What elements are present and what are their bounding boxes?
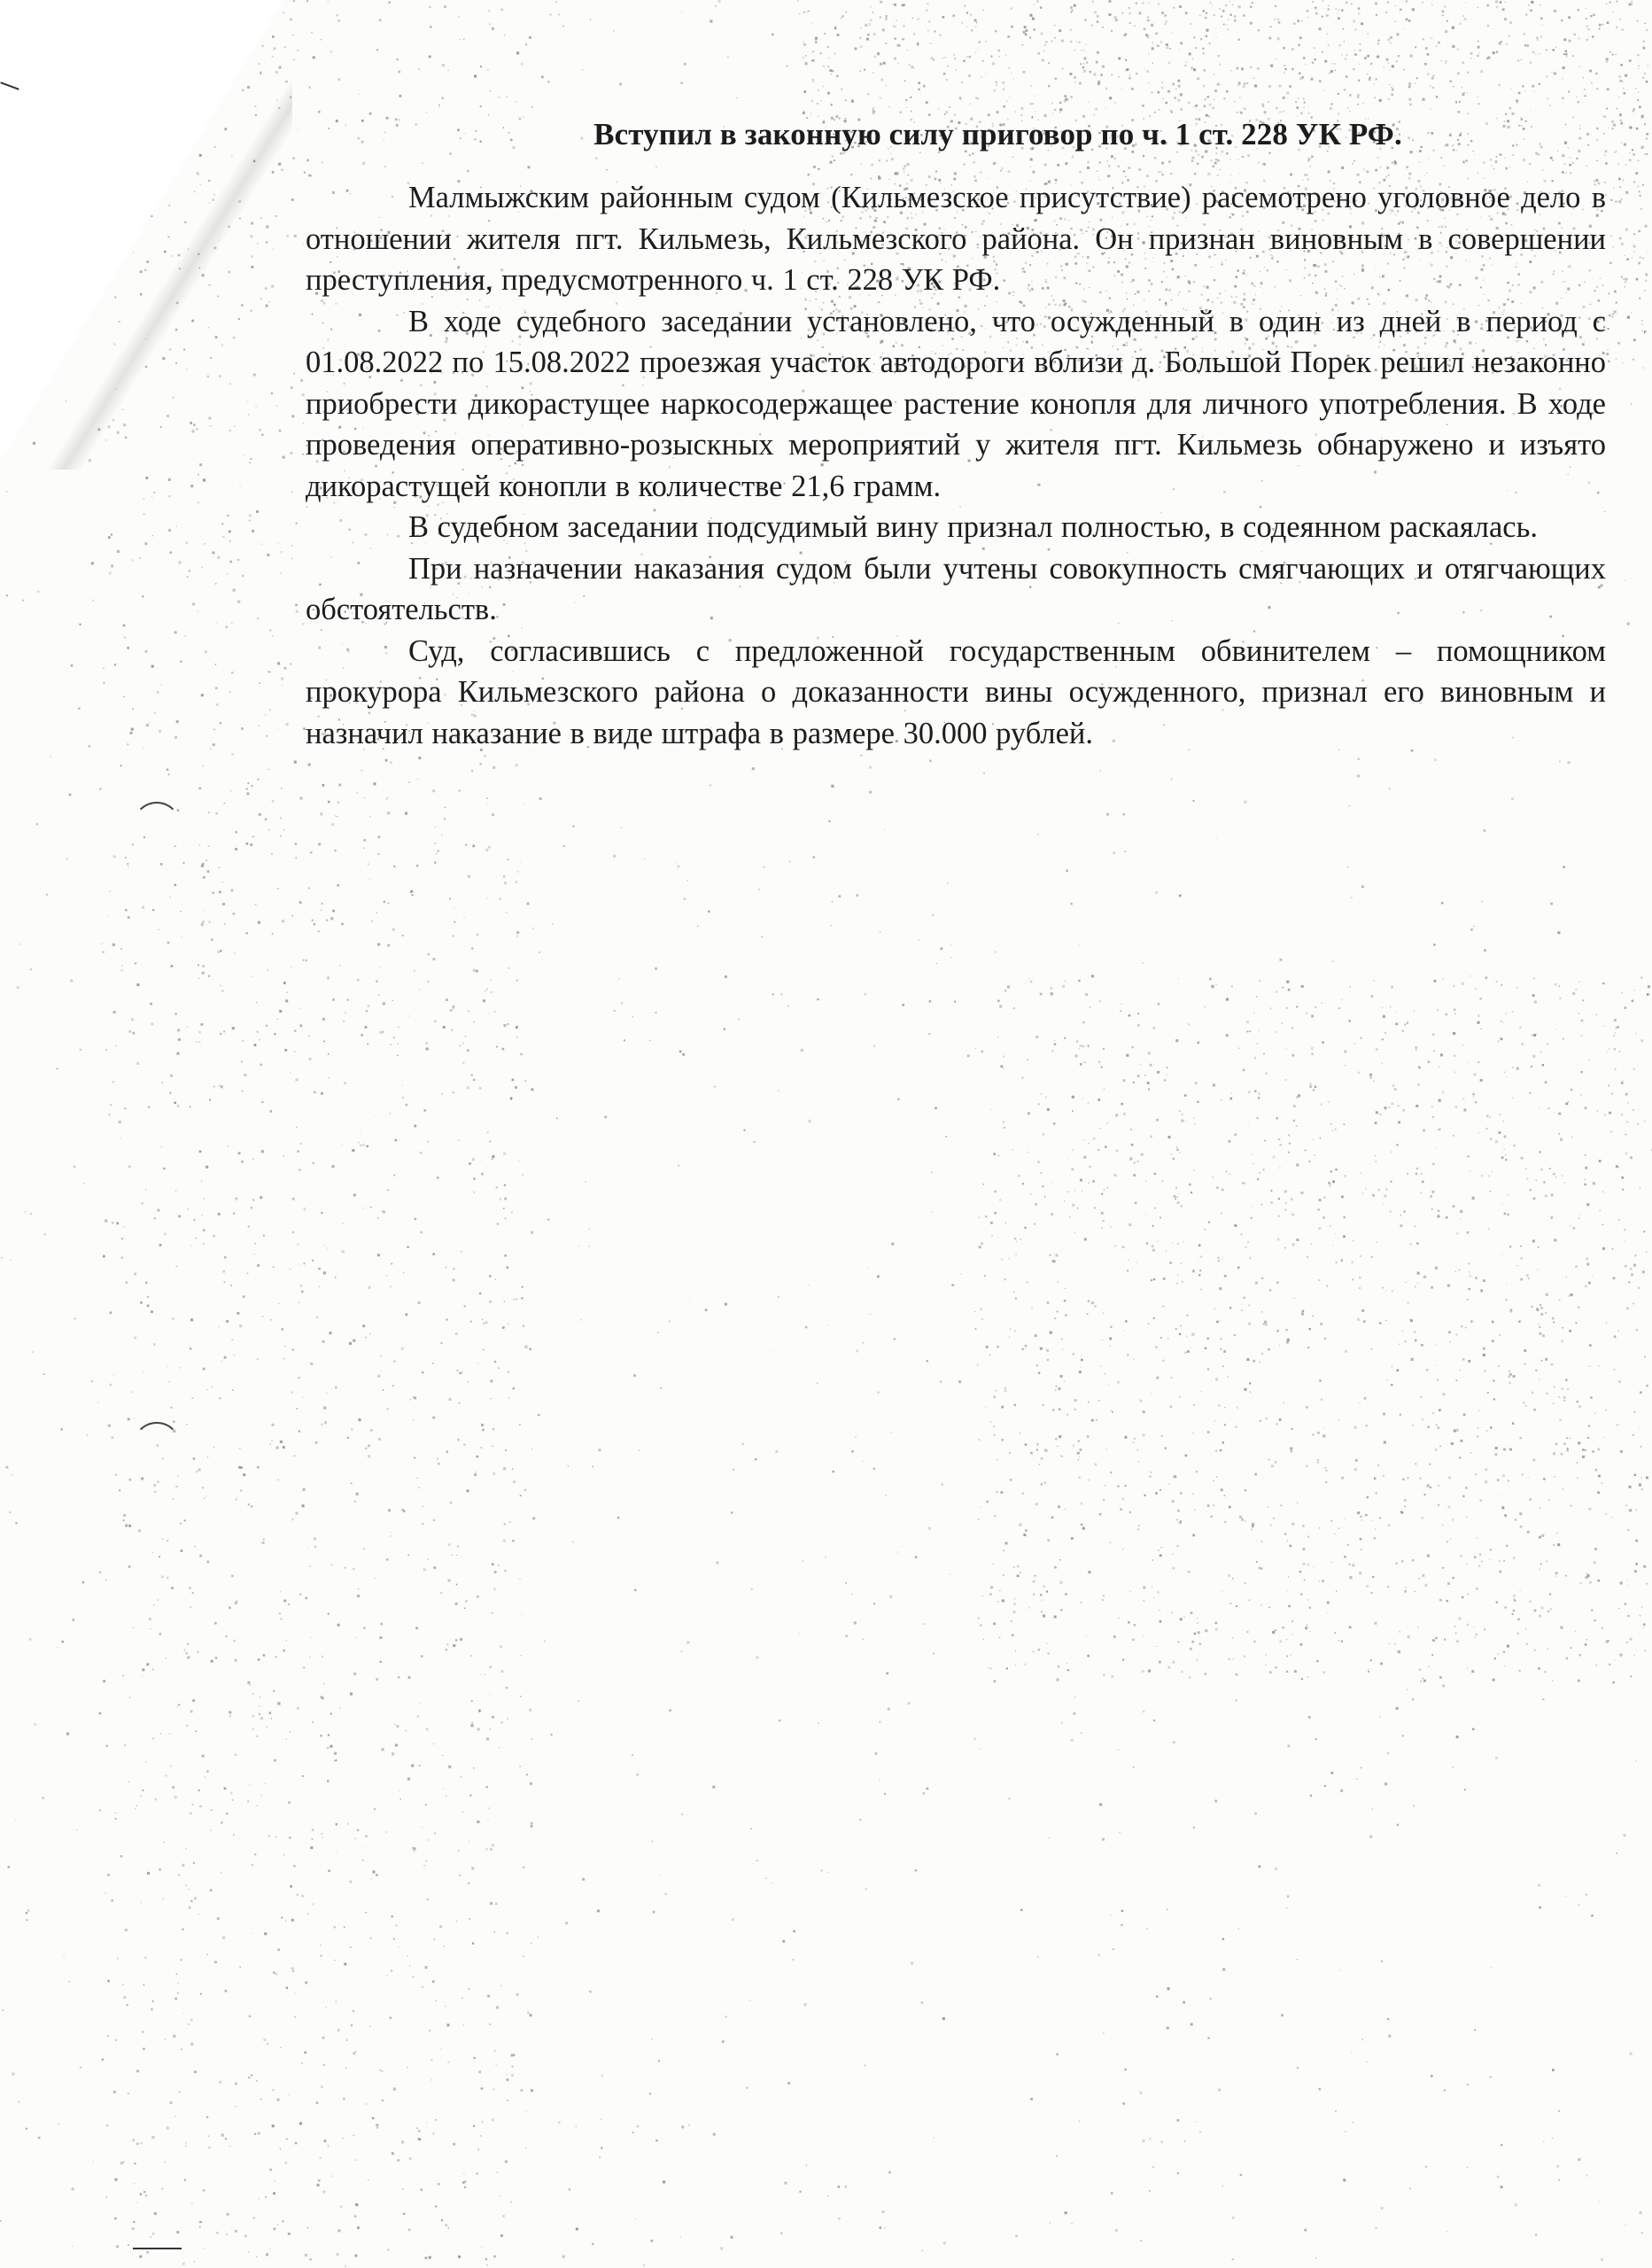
folded-corner — [0, 0, 283, 461]
edge-mark — [133, 2248, 182, 2249]
paragraph-defendant-plea: В судебном заседании подсудимый вину признал полностью, в содеянном раскаялась. — [408, 510, 1538, 544]
document-body — [306, 117, 1606, 754]
paragraph-verdict: Суд, согласившись с предложенной государственным обвинителем – помощником прокурора Кильмезского района о доказанности вины осужденного, признал его виновным и назначил наказание в виде штрафа в размере 30.000 рублей. — [306, 633, 1606, 750]
paragraph-sentencing-factors: При назначении наказания судом были учтены совокупность смягчающих и отягчающих обстоятельств. — [306, 551, 1606, 626]
punch-hole-mark — [133, 1422, 181, 1470]
paragraph-case-summary: Малмыжским районным судом (Кильмезское присутствие) расемотрено уголовное дело в отношении жителя пгт. Кильмезь, Кильмезского района. Он признан виновным в совершении преступления, предусмотренного ч. 1 ст. 228 УК РФ. — [306, 181, 1606, 297]
paragraph-court-findings: В ходе судебного заседании установлено, что осужденный в один из дней в период с 01.08.2022 по 15.08.2022 проезжая участок автодороги вблизи д. Большой Порек решил незаконно приобрести дикорастущее наркосодержащее растение конопля для личного употребления. В ходе проведения оперативно-розыскных мероприятий у жителя пгт. Кильмезь обнаружено и изъято дикорастущей конопли в количестве 21,6 грамм. — [306, 304, 1606, 503]
document-title: Вступил в законную силу приговор по ч. 1 ст. 228 УК РФ. — [593, 117, 1402, 151]
punch-hole-mark — [133, 802, 181, 850]
